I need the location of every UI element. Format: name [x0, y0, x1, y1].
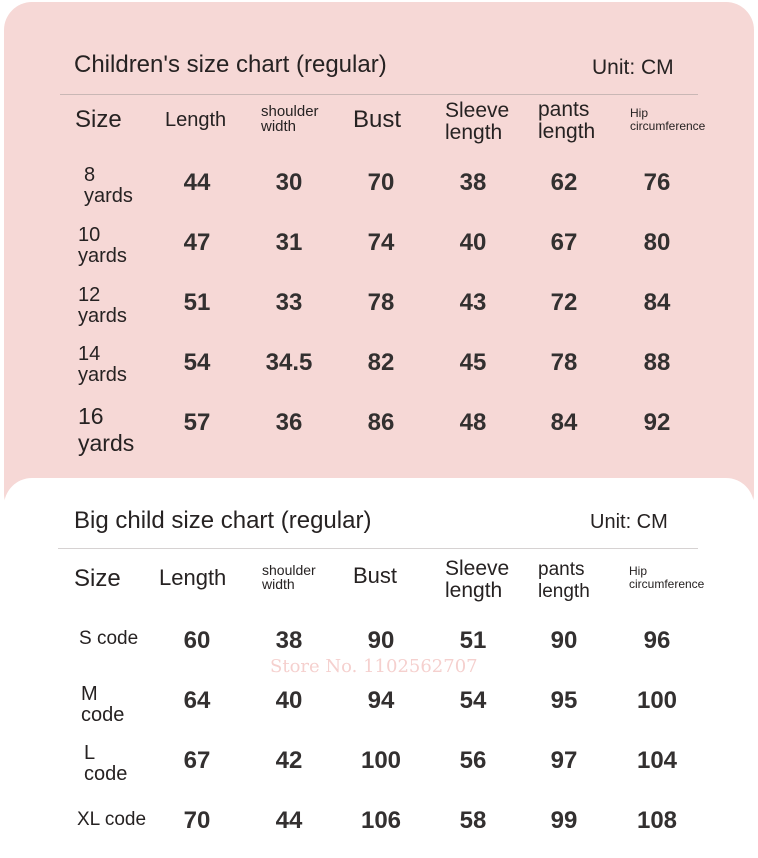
table-cell: 96 [643, 627, 671, 654]
big-child-row-size-label: S code [79, 628, 139, 649]
table-cell: 44 [183, 169, 211, 196]
children-header-divider [60, 94, 698, 95]
table-cell: 30 [275, 169, 303, 196]
table-cell: 84 [643, 289, 671, 316]
header-hip-circumference: Hip circumference [629, 564, 705, 591]
header-length: Length [159, 565, 227, 590]
table-cell: 74 [367, 229, 395, 256]
children-row-size-label: 8 yards [84, 164, 133, 207]
table-cell: 76 [643, 169, 671, 196]
table-cell: 60 [183, 627, 211, 654]
children-row-size-label: 14 yards [78, 343, 127, 386]
table-cell: 92 [643, 409, 671, 436]
table-cell: 54 [183, 349, 211, 376]
table-cell: 90 [550, 627, 578, 654]
table-cell: 70 [367, 169, 395, 196]
table-cell: 48 [459, 409, 487, 436]
table-cell: 106 [360, 807, 402, 834]
header-length: Length [165, 109, 227, 131]
children-row-size-label: 10 yards [78, 224, 127, 267]
table-cell: 45 [459, 349, 487, 376]
big-child-row-size-label: M code [81, 683, 125, 726]
table-cell: 34.5 [265, 349, 313, 376]
table-cell: 40 [459, 229, 487, 256]
table-cell: 67 [550, 229, 578, 256]
header-bust: Bust [353, 106, 402, 133]
big-child-unit-label: Unit: CM [590, 511, 668, 533]
table-cell: 42 [275, 747, 303, 774]
table-cell: 36 [275, 409, 303, 436]
table-cell: 88 [643, 349, 671, 376]
table-cell: 31 [275, 229, 303, 256]
header-sleeve-length: Sleeve length [445, 557, 510, 602]
header-sleeve-length: Sleeve length [445, 99, 510, 144]
header-shoulder-width: shoulder width [262, 562, 316, 592]
children-unit-label: Unit: CM [592, 56, 674, 79]
table-cell: 40 [275, 687, 303, 714]
table-cell: 100 [636, 687, 678, 714]
table-cell: 86 [367, 409, 395, 436]
table-cell: 38 [459, 169, 487, 196]
table-cell: 100 [360, 747, 402, 774]
big-child-row-size-label: L code [84, 742, 128, 785]
table-cell: 99 [550, 807, 578, 834]
big-child-header-divider [58, 548, 698, 549]
table-cell: 108 [636, 807, 678, 834]
children-chart-title: Children's size chart (regular) [74, 51, 387, 78]
table-cell: 104 [636, 747, 678, 774]
table-cell: 95 [550, 687, 578, 714]
children-row-size-label: 12 yards [78, 284, 127, 327]
header-shoulder-width: shoulder width [261, 103, 319, 135]
table-cell: 70 [183, 807, 211, 834]
table-cell: 94 [367, 687, 395, 714]
table-cell: 72 [550, 289, 578, 316]
header-bust: Bust [353, 563, 398, 588]
table-cell: 33 [275, 289, 303, 316]
table-cell: 78 [550, 349, 578, 376]
header-pants-length: pants length [538, 559, 590, 602]
table-cell: 58 [459, 807, 487, 834]
header-hip-circumference: Hip circumference [630, 106, 706, 133]
header-pants-length: pants length [538, 98, 596, 143]
table-cell: 43 [459, 289, 487, 316]
header-size: Size [75, 106, 122, 133]
table-cell: 64 [183, 687, 211, 714]
table-cell: 54 [459, 687, 487, 714]
store-watermark: Store No. 1102562707 [270, 656, 478, 677]
table-cell: 90 [367, 627, 395, 654]
table-cell: 97 [550, 747, 578, 774]
table-cell: 78 [367, 289, 395, 316]
table-cell: 51 [183, 289, 211, 316]
table-cell: 51 [459, 627, 487, 654]
table-cell: 57 [183, 409, 211, 436]
table-cell: 67 [183, 747, 211, 774]
header-size: Size [74, 565, 121, 592]
table-cell: 80 [643, 229, 671, 256]
big-child-chart-title: Big child size chart (regular) [74, 507, 372, 534]
table-cell: 56 [459, 747, 487, 774]
table-cell: 82 [367, 349, 395, 376]
table-cell: 62 [550, 169, 578, 196]
table-cell: 44 [275, 807, 303, 834]
children-row-size-label: 16 yards [78, 403, 135, 456]
table-cell: 38 [275, 627, 303, 654]
table-cell: 84 [550, 409, 578, 436]
table-cell: 47 [183, 229, 211, 256]
big-child-row-size-label: XL code [77, 809, 147, 830]
